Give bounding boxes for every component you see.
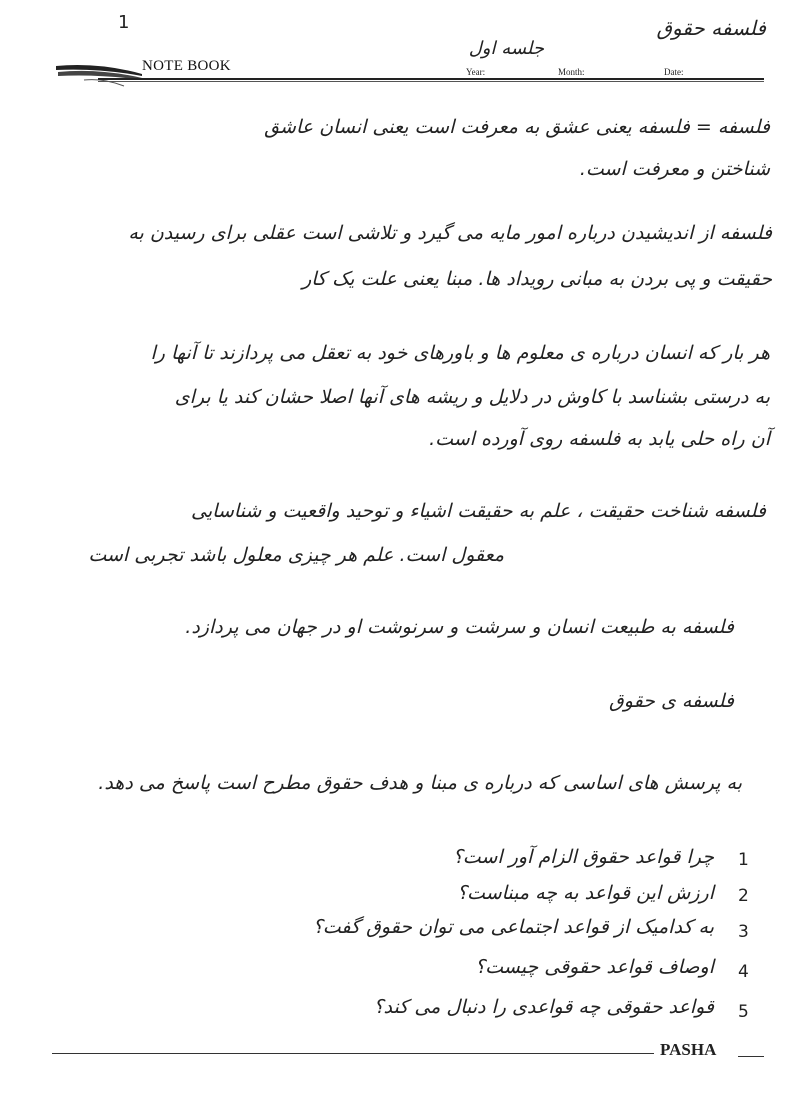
paragraph-2-line-1: فلسفه از اندیشیدن درباره امور مایه می گیرد و تلاشی است عقلی برای رسیدن به — [128, 222, 772, 244]
paragraph-3-line-3: آن راه حلی یابد به فلسفه روی آورده است. — [429, 428, 770, 450]
question-2-number: 2 — [738, 886, 749, 906]
question-4-text: اوصاف قواعد حقوقی چیست؟ — [475, 956, 714, 978]
page-title: فلسفه حقوق — [656, 16, 766, 40]
question-4-number: 4 — [738, 962, 749, 982]
year-label: Year: — [466, 67, 486, 77]
section-heading: فلسفه ی حقوق — [609, 690, 734, 712]
question-1-text: چرا قواعد حقوق الزام آور است؟ — [452, 846, 714, 868]
header-divider — [98, 78, 764, 80]
paragraph-4-line-2: معقول است. علم هر چیزی معلول باشد تجربی است — [88, 544, 504, 566]
footer-rule — [52, 1053, 654, 1054]
session-subtitle: جلسه اول — [468, 38, 544, 59]
date-label: Date: — [664, 67, 684, 77]
intro-line: به پرسش های اساسی که درباره ی مبنا و هدف حقوق مطرح است پاسخ می دهد. — [98, 772, 742, 794]
notebook-brand: NOTE BOOK — [142, 58, 231, 74]
paragraph-1-line-2: شناختن و معرفت است. — [579, 158, 770, 180]
question-1-number: 1 — [738, 850, 749, 870]
footer-brand: PASHA — [660, 1040, 717, 1059]
page-number: 1 — [118, 12, 130, 33]
question-5-number: 5 — [738, 1002, 749, 1022]
question-5-text: قواعد حقوقی چه قواعدی را دنبال می کند؟ — [373, 996, 714, 1018]
question-3-number: 3 — [738, 922, 749, 942]
footer-rule-tail — [738, 1056, 764, 1057]
paragraph-5-line-1: فلسفه به طبیعت انسان و سرشت و سرنوشت او در جهان می پردازد. — [185, 616, 734, 638]
paragraph-2-line-2: حقیقت و پی بردن به مبانی رویداد ها. مبنا یعنی علت یک کار — [302, 268, 772, 290]
paragraph-4-line-1: فلسفه شناخت حقیقت ، علم به حقیقت اشیاء و توحید واقعیت و شناسایی — [191, 500, 766, 522]
question-3-text: به کدامیک از قواعد اجتماعی می توان حقوق گفت؟ — [312, 916, 714, 938]
month-label: Month: — [558, 67, 585, 77]
paragraph-1-line-1: فلسفه = فلسفه یعنی عشق به معرفت است یعنی انسان عاشق — [264, 116, 770, 138]
paragraph-3-line-1: هر بار که انسان درباره ی معلوم ها و باورهای خود به تعقل می پردازند تا آنها را — [150, 342, 770, 364]
notebook-logo-icon — [54, 60, 144, 88]
question-2-text: ارزش این قواعد به چه مبناست؟ — [456, 882, 714, 904]
header-divider-thin — [98, 81, 764, 82]
paragraph-3-line-2: به درستی بشناسد با کاوش در دلایل و ریشه های آنها اصلا حشان کند یا برای — [174, 386, 770, 408]
